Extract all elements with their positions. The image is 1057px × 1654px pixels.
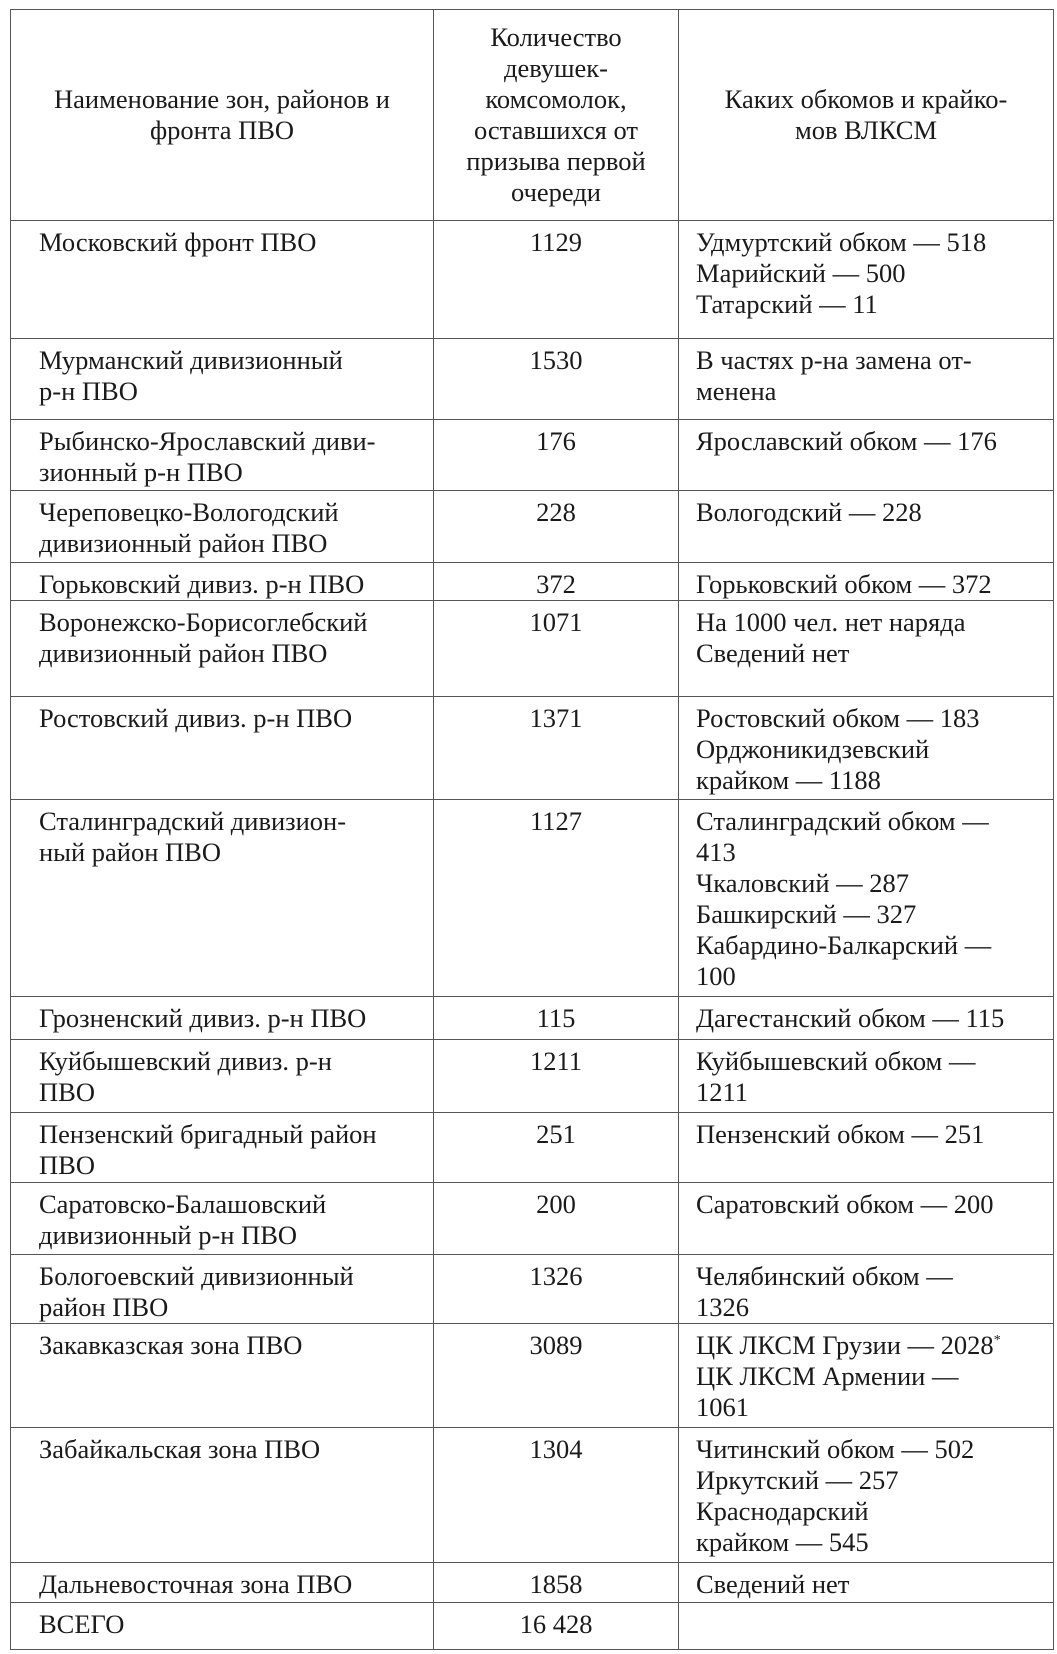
table-row xyxy=(11,1040,1054,1113)
girls-count: 16 428 xyxy=(434,1603,679,1650)
girls-count: 251 xyxy=(434,1113,679,1183)
table-row xyxy=(11,1255,1054,1324)
girls-count: 1071 xyxy=(434,601,679,697)
committees: Вологодский — 228 xyxy=(679,491,1054,563)
zone-name: Саратовско-Балашовский дивизионный р-н ПВО xyxy=(11,1183,434,1255)
zone-name: Горьковский дивиз. р-н ПВО xyxy=(11,563,434,601)
girls-count: 1371 xyxy=(434,697,679,800)
zone-name: Бологоевский дивизионный район ПВО xyxy=(11,1255,434,1324)
zone-name: Ростовский дивиз. р-н ПВО xyxy=(11,697,434,800)
table-row xyxy=(11,697,1054,800)
girls-count: 1129 xyxy=(434,221,679,339)
girls-count: 115 xyxy=(434,997,679,1040)
table-row xyxy=(11,1603,1054,1650)
table-row xyxy=(11,1428,1054,1563)
committees: Дагестанский обком — 115 xyxy=(679,997,1054,1040)
header-count: Количество девушек- комсомолок, оставшихся от призыва первой очереди xyxy=(434,10,679,221)
komsomol-table xyxy=(10,9,1054,1650)
table-row xyxy=(11,1324,1054,1428)
girls-count: 1304 xyxy=(434,1428,679,1563)
girls-count: 1211 xyxy=(434,1040,679,1113)
girls-count: 228 xyxy=(434,491,679,563)
girls-count: 176 xyxy=(434,420,679,491)
table-row xyxy=(11,563,1054,601)
committees: Удмуртский обком — 518 Марийский — 500 Татарский — 11 xyxy=(679,221,1054,339)
zone-name: ВСЕГО xyxy=(11,1603,434,1650)
zone-name: Сталинградский дивизион- ный район ПВО xyxy=(11,800,434,997)
table-row xyxy=(11,601,1054,697)
header-row xyxy=(11,10,1054,221)
girls-count: 1127 xyxy=(434,800,679,997)
committees xyxy=(679,1603,1054,1650)
committees: Куйбышевский обком — 1211 xyxy=(679,1040,1054,1113)
zone-name: Забайкальская зона ПВО xyxy=(11,1428,434,1563)
committees: ЦК ЛКСМ Грузии — 2028* ЦК ЛКСМ Армении — 1061 xyxy=(679,1324,1054,1428)
girls-count: 200 xyxy=(434,1183,679,1255)
girls-count: 372 xyxy=(434,563,679,601)
committees: Горьковский обком — 372 xyxy=(679,563,1054,601)
footnote-mark: * xyxy=(993,1333,1001,1349)
zone-name: Грозненский дивиз. р-н ПВО xyxy=(11,997,434,1040)
committees: Ярославский обком — 176 xyxy=(679,420,1054,491)
header-committees: Каких обкомов и крайко- мов ВЛКСМ xyxy=(679,10,1054,221)
zone-name: Закавказская зона ПВО xyxy=(11,1324,434,1428)
table-row xyxy=(11,339,1054,420)
zone-name: Рыбинско-Ярославский диви- зионный р-н ПВО xyxy=(11,420,434,491)
girls-count: 1530 xyxy=(434,339,679,420)
zone-name: Череповецко-Вологодский дивизионный район ПВО xyxy=(11,491,434,563)
table-row xyxy=(11,1563,1054,1603)
girls-count: 1326 xyxy=(434,1255,679,1324)
girls-count: 3089 xyxy=(434,1324,679,1428)
zone-name: Московский фронт ПВО xyxy=(11,221,434,339)
committees: В частях р-на замена от- менена xyxy=(679,339,1054,420)
header-zone: Наименование зон, районов и фронта ПВО xyxy=(11,10,434,221)
zone-name: Дальневосточная зона ПВО xyxy=(11,1563,434,1603)
committees: Сталинградский обком — 413 Чкаловский — 287 Башкирский — 327 Кабардино-Балкарский — 100 xyxy=(679,800,1054,997)
committees: Челябинский обком — 1326 xyxy=(679,1255,1054,1324)
zone-name: Куйбышевский дивиз. р-н ПВО xyxy=(11,1040,434,1113)
table-row xyxy=(11,1113,1054,1183)
committees: Ростовский обком — 183 Орджоникидзевский крайком — 1188 xyxy=(679,697,1054,800)
committees: Пензенский обком — 251 xyxy=(679,1113,1054,1183)
committees: Читинский обком — 502 Иркутский — 257 Краснодарский крайком — 545 xyxy=(679,1428,1054,1563)
table-row xyxy=(11,491,1054,563)
table-row xyxy=(11,800,1054,997)
table-row xyxy=(11,221,1054,339)
committees: На 1000 чел. нет наряда Сведений нет xyxy=(679,601,1054,697)
table-row xyxy=(11,1183,1054,1255)
table-row xyxy=(11,420,1054,491)
zone-name: Воронежско-Борисоглебский дивизионный район ПВО xyxy=(11,601,434,697)
zone-name: Пензенский бригадный район ПВО xyxy=(11,1113,434,1183)
committees: Саратовский обком — 200 xyxy=(679,1183,1054,1255)
girls-count: 1858 xyxy=(434,1563,679,1603)
table-row xyxy=(11,997,1054,1040)
zone-name: Мурманский дивизионный р-н ПВО xyxy=(11,339,434,420)
committees: Сведений нет xyxy=(679,1563,1054,1603)
